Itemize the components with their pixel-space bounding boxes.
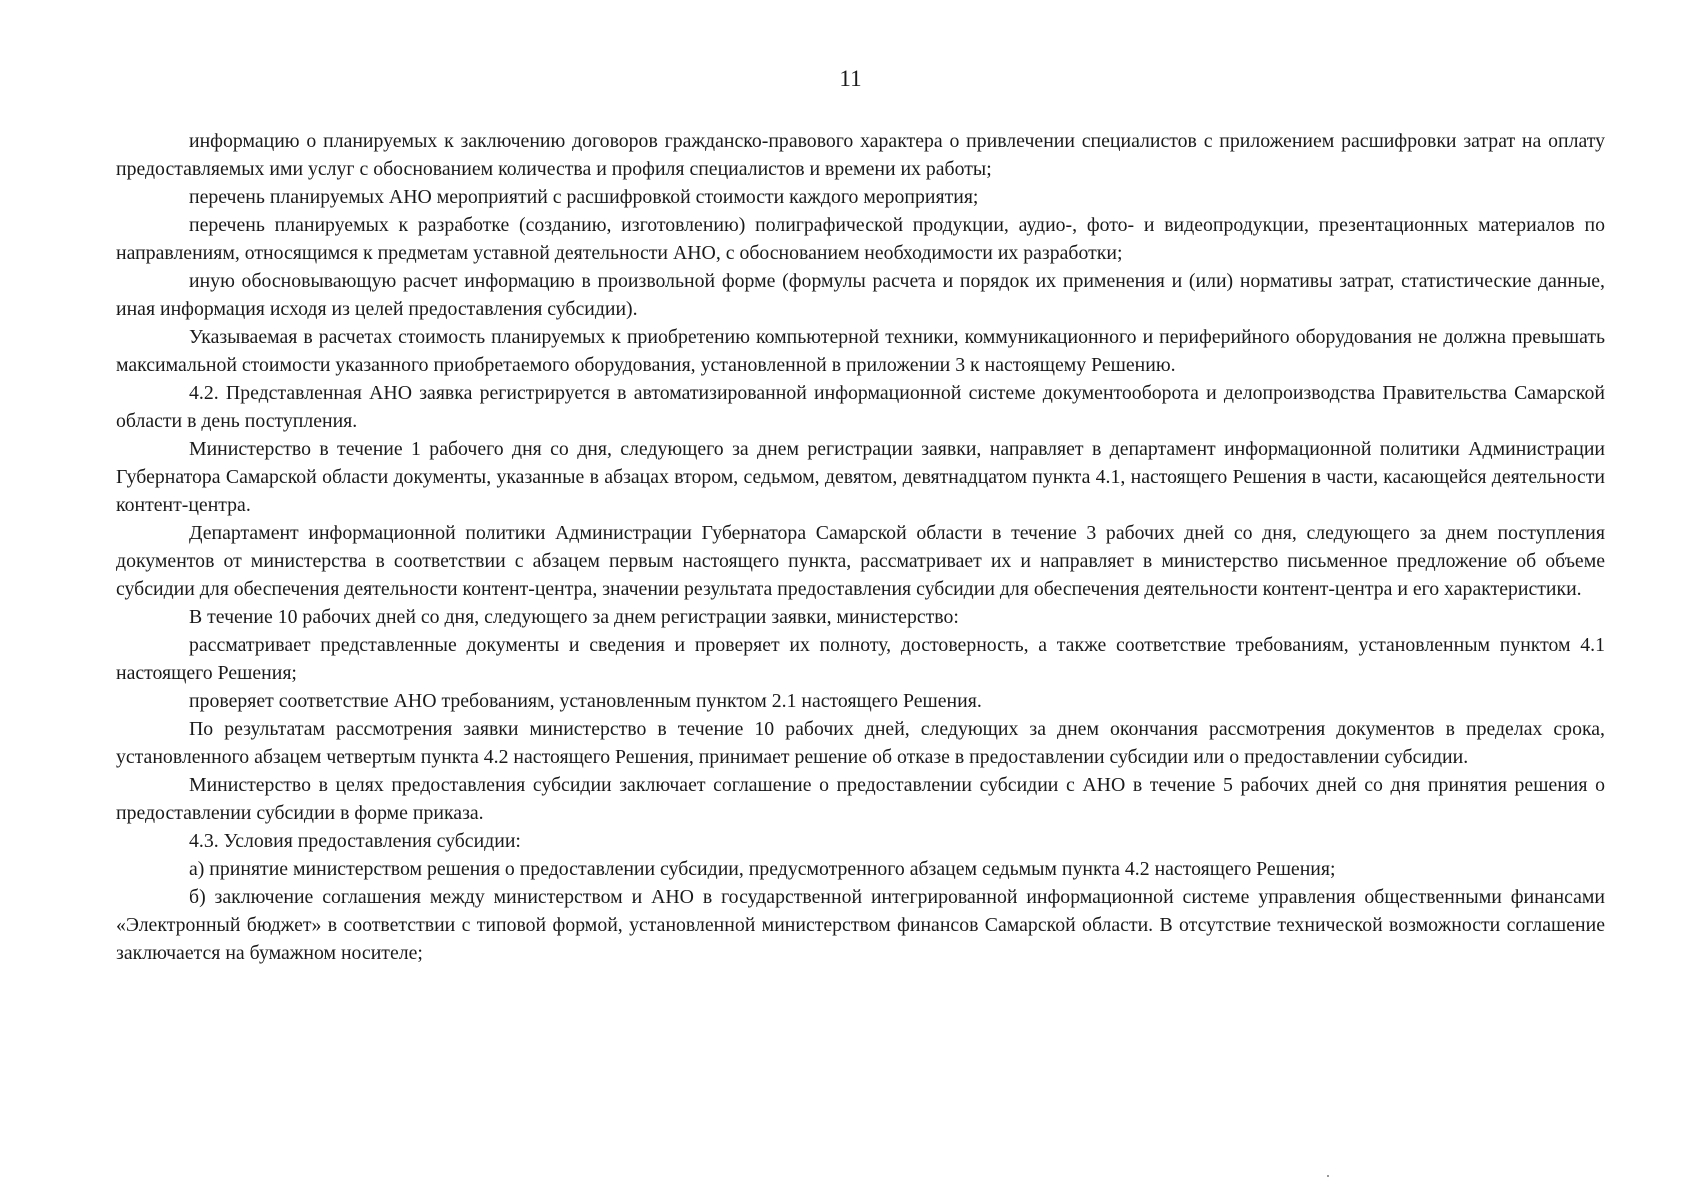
paragraph: иную обосновывающую расчет информацию в произвольной форме (формулы расчета и порядок их применения и (или) нормативы затрат, статистические данные, иная информация исходя из целей предоставления субсидии). [116, 270, 1605, 320]
document-body [116, 127, 1605, 967]
paragraph: В течение 10 рабочих дней со дня, следующего за днем регистрации заявки, министерство: [189, 606, 959, 628]
paragraph: Указываемая в расчетах стоимость планируемых к приобретению компьютерной техники, коммуникационного и периферийного оборудования не должна превышать максимальной стоимости указанного приобретаемого оборудования, установленной в приложении 3 к настоящему Решению. [116, 326, 1605, 376]
scan-speck [1327, 1175, 1329, 1177]
paragraph: перечень планируемых АНО мероприятий с расшифровкой стоимости каждого мероприятия; [189, 186, 979, 208]
paragraph: Департамент информационной политики Администрации Губернатора Самарской области в течение 3 рабочих дней со дня, следующего за днем поступления документов от министерства в соответствии с абзацем первым настоящего пункта, рассматривает их и направляет в министерство письменное предложение об объеме субсидии для обеспечения деятельности контент-центра, значении результата предоставления субсидии для обеспечения деятельности контент-центра и его характеристики. [116, 522, 1605, 600]
list-item-b: б) заключение соглашения между министерством и АНО в государственной интегрированной информационной системе управления общественными финансами «Электронный бюджет» в соответствии с типовой формой, установленной министерством финансов Самарской области. В отсутствие технической возможности соглашение заключается на бумажном носителе; [116, 886, 1605, 964]
paragraph: информацию о планируемых к заключению договоров гражданско-правового характера о привлечении специалистов с приложением расшифровки затрат на оплату предоставляемых ими услуг с обоснованием количества и профиля специалистов и времени их работы; [116, 130, 1605, 180]
paragraph: перечень планируемых к разработке (созданию, изготовлению) полиграфической продукции, аудио-, фото- и видеопродукции, презентационных материалов по направлениям, относящимся к предметам уставной деятельности АНО, с обоснованием необходимости их разработки; [116, 214, 1605, 264]
paragraph: Министерство в течение 1 рабочего дня со дня, следующего за днем регистрации заявки, направляет в департамент информационной политики Администрации Губернатора Самарской области документы, указанные в абзацах втором, седьмом, девятом, девятнадцатом пункта 4.1, настоящего Решения в части, касающейся деятельности контент-центра. [116, 438, 1605, 516]
paragraph: рассматривает представленные документы и сведения и проверяет их полноту, достоверность, а также соответствие требованиям, установленным пунктом 4.1 настоящего Решения; [116, 634, 1605, 684]
paragraph: По результатам рассмотрения заявки министерство в течение 10 рабочих дней, следующих за днем окончания рассмотрения документов в пределах срока, установленного абзацем четвертым пункта 4.2 настоящего Решения, принимает решение об отказе в предоставлении субсидии или о предоставлении субсидии. [116, 718, 1605, 768]
paragraph: проверяет соответствие АНО требованиям, установленным пунктом 2.1 настоящего Решения. [189, 690, 982, 712]
section-4-3-heading: 4.3. Условия предоставления субсидии: [189, 830, 521, 852]
section-4-2-paragraph: 4.2. Представленная АНО заявка регистрируется в автоматизированной информационной системе документооборота и делопроизводства Правительства Самарской области в день поступления. [116, 382, 1605, 432]
list-item-a: а) принятие министерством решения о предоставлении субсидии, предусмотренного абзацем седьмым пункта 4.2 настоящего Решения; [189, 858, 1336, 880]
page-number: 11 [839, 66, 862, 91]
paragraph: Министерство в целях предоставления субсидии заключает соглашение о предоставлении субсидии с АНО в течение 5 рабочих дней со дня принятия решения о предоставлении субсидии в форме приказа. [116, 774, 1605, 824]
